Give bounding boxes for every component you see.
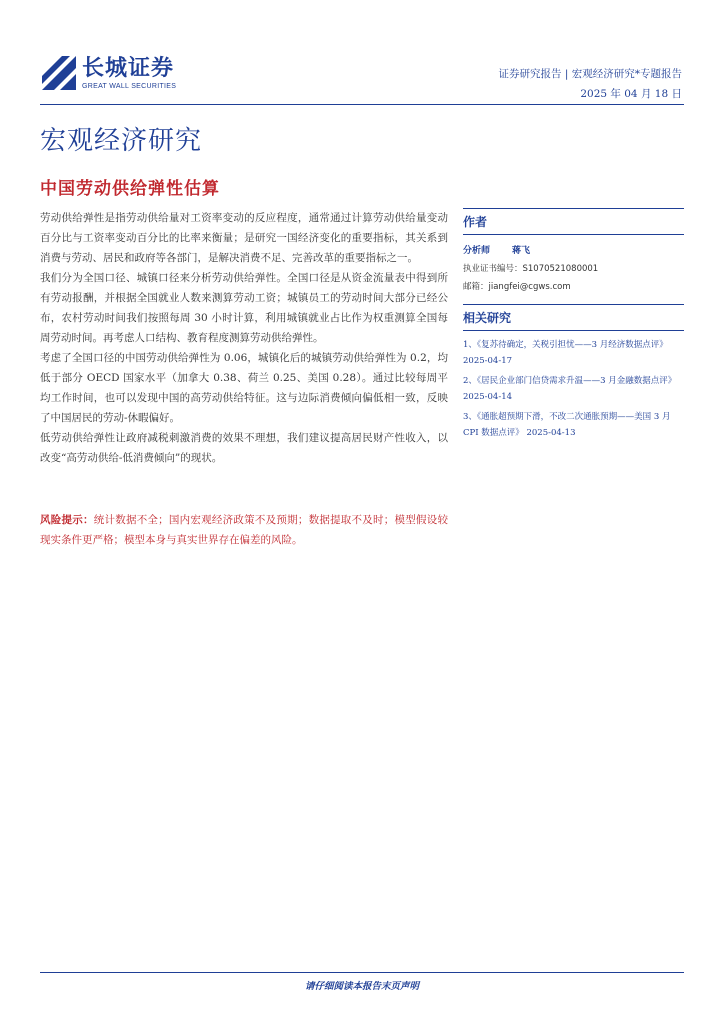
page-title: 宏观经济研究 (40, 126, 203, 156)
body-paragraph: 低劳动供给弹性让政府减税刺激消费的效果不理想，我们建议提高居民财产性收入，以改变“高劳动供给-低消费倾向”的现状。 (40, 432, 448, 464)
report-header (499, 64, 682, 104)
related-item[interactable]: 3、《通胀超预期下滑，不改二次通胀预期——美国 3 月 CPI 数据点评》 2025-04-13 (463, 412, 671, 438)
analyst-line (463, 243, 684, 256)
brand-logo-mark-icon (40, 54, 78, 92)
risk-text: 统计数据不全；国内宏观经济政策不及预期；数据提取不及时；模型假设较现实条件更严格；模型本身与真实世界存在偏差的风险。 (40, 514, 449, 546)
risk-warning (40, 510, 448, 550)
footer-divider (40, 972, 684, 973)
body-paragraph: 我们分为全国口径、城镇口径来分析劳动供给弹性。全国口径是从资金流量表中得到所有劳动报酬，并根据全国就业人数来测算劳动工资；城镇员工的劳动时间大部分已经公布，农村劳动时间我们按照每周 30 小时计算，利用城镇就业占比作为权重测算全国每周劳动时间。再考虑人口结构、教育程度测算劳动供给弹性。 (40, 272, 448, 344)
analyst-email[interactable]: 邮箱：jiangfei@cgws.com (463, 282, 571, 292)
license-number: 执业证书编号：S1070521080001 (463, 264, 599, 274)
author-heading: 作者 (463, 208, 684, 235)
body-paragraph: 劳动供给弹性是指劳动供给量对工资率变动的反应程度，通常通过计算劳动供给量变动百分比与工资率变动百分比的比率来衡量；是研究一国经济变化的重要指标，其关系到消费与劳动、居民和政府等各部门，是解决消费不足、完善改革的重要指标之一。 (40, 212, 448, 264)
analyst-name: 蒋飞 (512, 246, 531, 256)
body-paragraph: 考虑了全国口径的中国劳动供给弹性为 0.06，城镇化后的城镇劳动供给弹性为 0.2，均低于部分 OECD 国家水平（加拿大 0.38、荷兰 0.25、美国 0.28）。通过比较每周平均工作时间，也可以发现中国的高劳动供给特征。这与边际消费倾向偏低相一致，反映了中国居民的劳动-休暇偏好。 (40, 352, 448, 424)
brand-logo (40, 54, 176, 92)
report-body (40, 208, 448, 468)
related-research (463, 304, 684, 441)
report-date: 2025 年 04 月 18 日 (580, 88, 682, 100)
related-list (463, 337, 684, 441)
analyst-role: 分析师 (463, 246, 491, 256)
report-subtitle: 中国劳动供给弹性估算 (40, 179, 220, 199)
related-item[interactable]: 1、《复苏待确定，关税引担忧——3 月经济数据点评》 2025-04-17 (463, 340, 668, 366)
brand-name-cn: 长城证券 (82, 55, 175, 81)
related-heading: 相关研究 (463, 304, 684, 331)
footer-disclaimer: 请仔细阅读本报告末页声明 (304, 981, 419, 992)
sidebar (463, 208, 684, 445)
header-divider (40, 104, 684, 105)
related-item[interactable]: 2、《居民企业部门信贷需求升温——3 月金融数据点评》 2025-04-14 (463, 376, 677, 402)
risk-label: 风险提示： (40, 514, 94, 526)
report-category: 证券研究报告 | 宏观经济研究*专题报告 (498, 68, 682, 80)
brand-name-en: GREAT WALL SECURITIES (82, 82, 177, 90)
